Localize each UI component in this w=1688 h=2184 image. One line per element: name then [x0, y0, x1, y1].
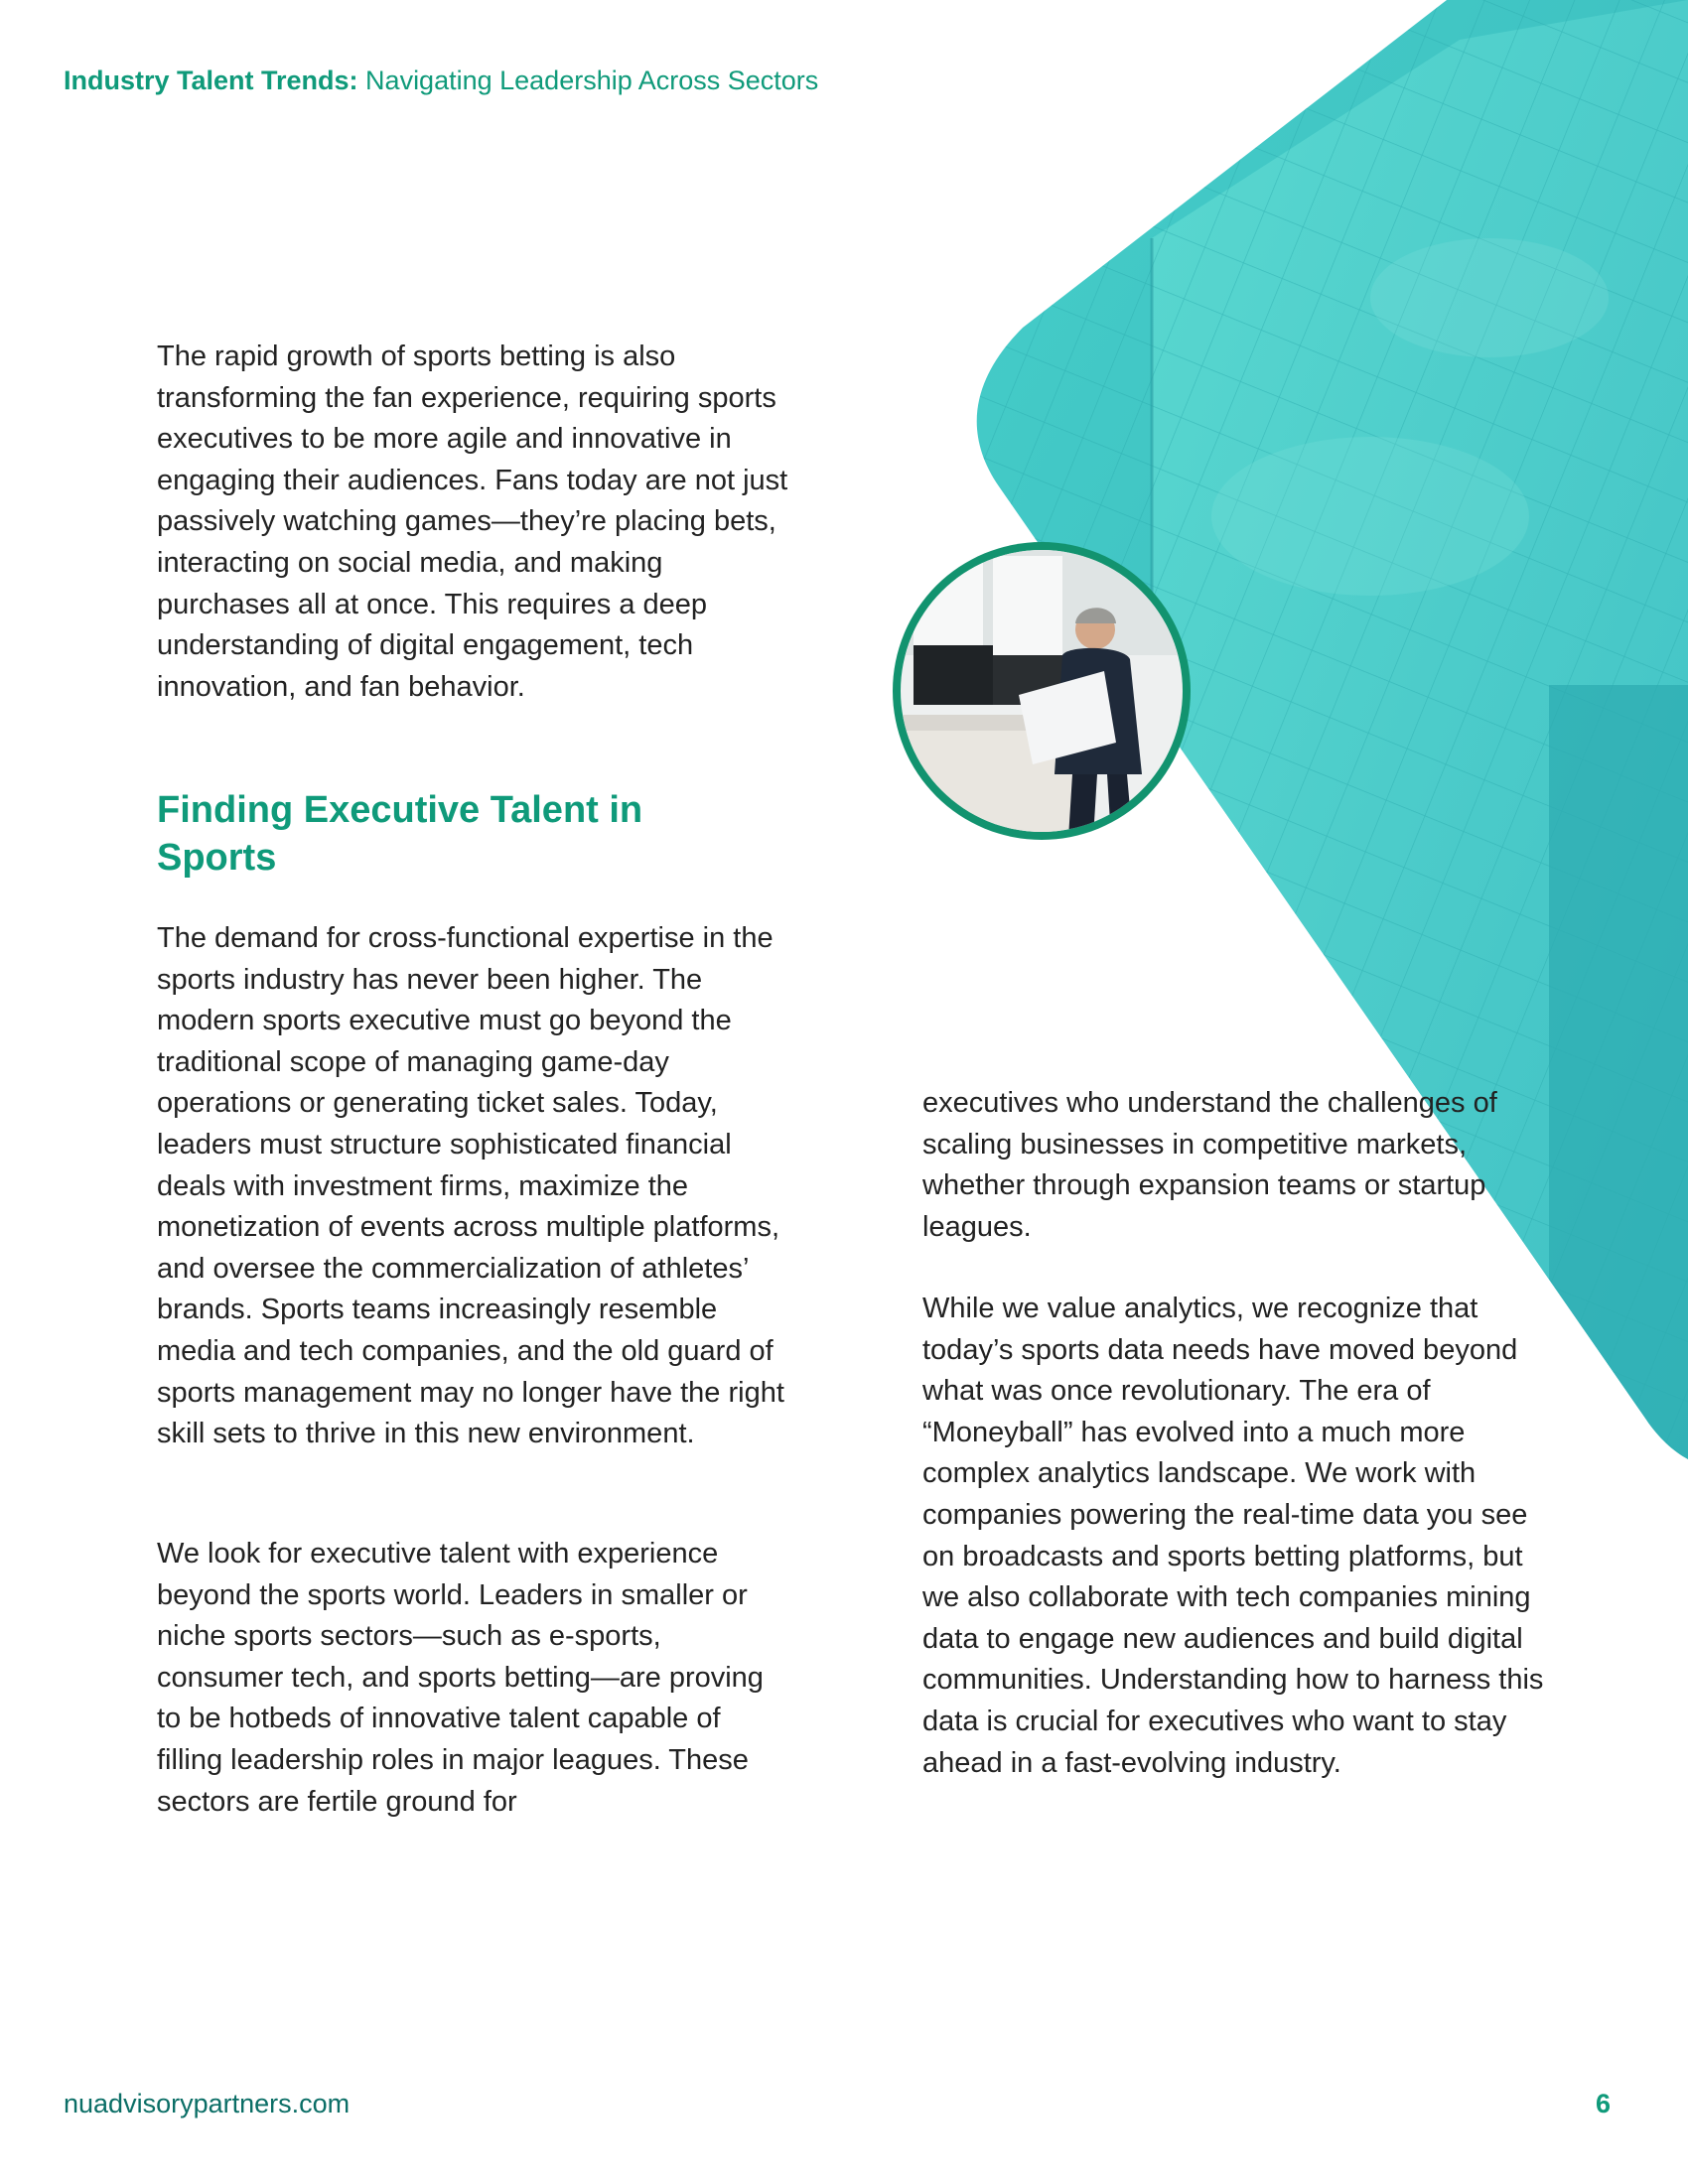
- footer-url: nuadvisorypartners.com: [64, 2089, 351, 2118]
- section-heading: Finding Executive Talent in Sports: [157, 789, 643, 879]
- body-paragraph-talent: We look for executive talent with experience beyond the sports world. Leaders in smaller or niche sports sectors—such as e-sports, consumer tech, and sports betting—are proving to be hotbeds of innovative talent capable of filling leadership roles in major leagues. These sectors are fertile ground for: [157, 1538, 764, 1818]
- body-paragraph-executives: executives who understand the challenges of scaling businesses in competitive markets, whether through expansion teams or startup leagues.: [922, 1087, 1497, 1243]
- executive-photo: [893, 542, 1192, 854]
- header-title-bold: Industry Talent Trends:: [64, 66, 358, 95]
- intro-paragraph: The rapid growth of sports betting is also transforming the fan experience, requiring sports executives to be more agile and innovative in engaging their audiences. Fans today are not just passively watching games—they’re placing bets, interacting on social media, and making purchases all at once. This requires a deep understanding of digital engagement, tech innovation, and fan behavior.: [157, 341, 788, 703]
- body-paragraph-analytics: While we value analytics, we recognize that today’s sports data needs have moved beyond what was once revolutionary. The era of “Moneyball” has evolved into a much more complex analytics landscape. We work with companies powering the real-time data you see on broadcasts and sports betting platforms, but we also collaborate with tech companies mining data to engage new audiences and build digital communities. Understanding how to harness this data is crucial for executives who want to stay ahead in a fast-evolving industry.: [922, 1293, 1544, 1779]
- header-title-rest: Navigating Leadership Across Sectors: [357, 66, 819, 95]
- page-number: 6: [1596, 2089, 1612, 2118]
- body-paragraph-demand: The demand for cross-functional expertise in the sports industry has never been higher. The modern sports executive must go beyond the traditional scope of managing game-day operations or generating ticket sales. Today, leaders must structure sophisticated financial deals with investment firms, maximize the monetization of events across multiple platforms, and oversee the commercialization of athletes’ brands. Sports teams increasingly resemble media and tech companies, and the old guard of sports management may no longer have the right skill sets to thrive in this new environment.: [157, 922, 784, 1450]
